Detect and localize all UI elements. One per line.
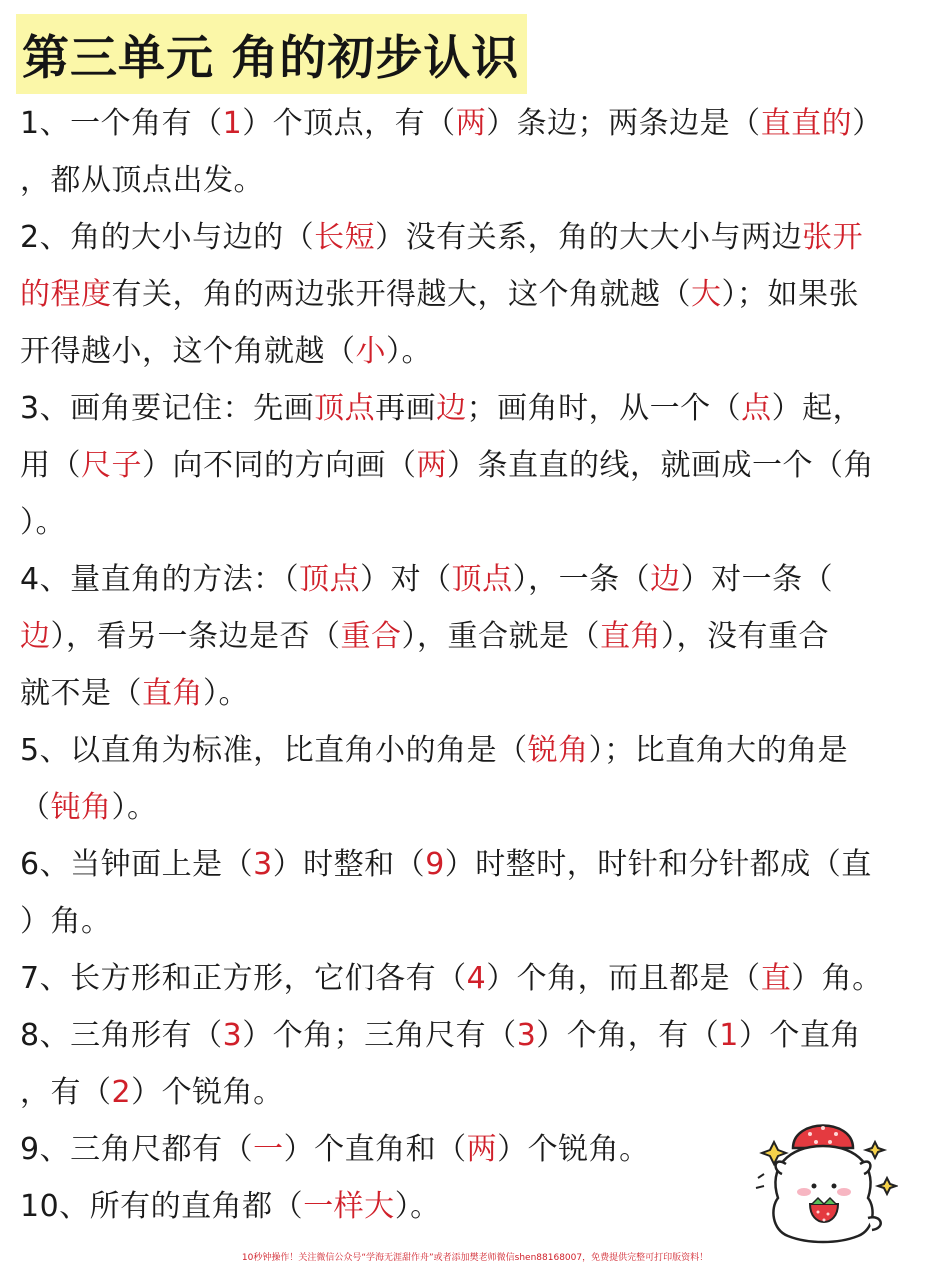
worksheet-line: [20, 665, 920, 722]
answer-text: 锐角: [527, 733, 589, 768]
question-text: 有关，角的两边张开得越大，这个角就越（: [111, 277, 691, 312]
answer-text: 尺子: [81, 448, 142, 483]
question-text: 再画: [375, 391, 437, 426]
worksheet-line: [20, 950, 920, 1007]
question-text: ）时整时，时针和分针都成（直: [444, 847, 872, 882]
question-text: ）条直直的线，就画成一个（角: [447, 448, 874, 483]
question-text: ）个直角和（: [283, 1132, 467, 1167]
question-text: ）角。: [20, 904, 112, 939]
question-text: ）向不同的方向画（: [142, 448, 417, 483]
question-text: ）个角；三角尺有（: [242, 1018, 517, 1053]
answer-text: 张开: [802, 220, 864, 255]
answer-text: 3: [222, 1018, 243, 1053]
worksheet-line: [20, 836, 920, 893]
question-text: 8、三角形有（: [20, 1018, 223, 1053]
footer-notice: 10秒钟操作！关注微信公众号“学海无涯甜作舟”或者添加樊老师微信shen88168007，免费提供完整可打印版资料！: [241, 1253, 709, 1263]
worksheet-line: [20, 95, 920, 152]
question-text: 1、一个角有（: [20, 106, 223, 141]
question-text: ）。: [203, 676, 249, 711]
answer-text: 3: [253, 847, 273, 882]
question-text: 9、三角尺都有（: [20, 1132, 254, 1167]
question-text: ，都从顶点出发。: [20, 163, 264, 198]
question-text: ）对（: [360, 562, 452, 597]
answer-text: 直直的: [760, 106, 853, 141]
question-text: ，有（: [20, 1075, 112, 1110]
answer-text: 1: [222, 106, 243, 141]
question-text: ）: [852, 106, 883, 141]
answer-text: 边: [650, 562, 681, 597]
question-text: ）个锐角。: [497, 1132, 650, 1167]
question-text: ）。: [386, 334, 432, 369]
answer-text: 一样大: [303, 1189, 395, 1224]
worksheet-line: [20, 551, 920, 608]
strawberry-bunny-icon: [748, 1108, 898, 1248]
question-text: 用（: [20, 448, 81, 483]
question-text: 开得越小，这个角就越（: [20, 334, 356, 369]
answer-text: 边: [436, 391, 467, 426]
question-text: ）。: [394, 1189, 441, 1224]
question-text: ）；比直角大的角是: [588, 733, 849, 768]
answer-text: 钝角: [50, 790, 112, 825]
answer-text: 两: [416, 448, 447, 483]
answer-text: 2: [111, 1075, 132, 1110]
worksheet-line: [20, 779, 920, 836]
answer-text: 点: [741, 391, 772, 426]
answer-text: 小: [355, 334, 386, 369]
question-text: ）。: [20, 505, 66, 540]
question-text: ），重合就是（: [401, 619, 600, 654]
worksheet-body: [20, 95, 920, 1235]
worksheet-line: [20, 722, 920, 779]
question-text: （: [20, 790, 51, 825]
worksheet-line: [20, 608, 920, 665]
question-text: 就不是（: [20, 676, 142, 711]
answer-text: 顶点: [314, 391, 376, 426]
question-text: ）。: [111, 790, 158, 825]
answer-text: 1: [719, 1018, 739, 1053]
worksheet-line: [20, 380, 920, 437]
question-text: ）对一条（: [680, 562, 834, 597]
answer-text: 一: [253, 1132, 284, 1167]
worksheet-line: [20, 209, 920, 266]
question-text: ），看另一条边是否（: [50, 619, 341, 654]
answer-text: 两: [455, 106, 487, 141]
worksheet-line: [20, 323, 920, 380]
question-text: 5、以直角为标准，比直角小的角是（: [20, 733, 528, 768]
question-text: ），没有重合: [661, 619, 829, 654]
question-text: 2、角的大小与边的（: [20, 220, 315, 255]
question-text: ）个直角: [738, 1018, 861, 1053]
answer-text: 直角: [600, 619, 661, 654]
question-text: ）个角，而且都是（: [486, 961, 761, 996]
question-text: 6、当钟面上是（: [20, 847, 254, 882]
question-text: 7、长方形和正方形，它们各有（: [20, 961, 467, 996]
question-text: ）角。: [791, 961, 883, 996]
answer-text: 3: [516, 1018, 537, 1053]
answer-text: 的程度: [20, 277, 112, 312]
worksheet-line: [20, 1007, 920, 1064]
question-text: ），一条（: [512, 562, 651, 597]
question-text: 4、量直角的方法：（: [20, 562, 300, 597]
answer-text: 直: [760, 961, 792, 996]
answer-text: 顶点: [451, 562, 513, 597]
question-text: ）时整和（: [272, 847, 426, 882]
worksheet-line: [20, 893, 920, 950]
question-text: ）条边；两条边是（: [486, 106, 761, 141]
title-highlight: [16, 14, 527, 94]
question-text: ）；如果张: [721, 277, 859, 312]
answer-text: 两: [466, 1132, 498, 1167]
answer-text: 长短: [314, 220, 376, 255]
worksheet-line: [20, 152, 920, 209]
question-text: ）起，: [771, 391, 864, 426]
answer-text: 4: [466, 961, 487, 996]
question-text: ）没有关系，角的大大小与两边: [375, 220, 803, 255]
worksheet-line: [20, 266, 920, 323]
answer-text: 重合: [340, 619, 402, 654]
answer-text: 顶点: [299, 562, 361, 597]
question-text: 10、所有的直角都（: [20, 1189, 304, 1224]
worksheet-line: [20, 437, 920, 494]
answer-text: 边: [20, 619, 51, 654]
answer-text: 大: [691, 277, 722, 312]
question-text: 3、画角要记住：先画: [20, 391, 315, 426]
page-title: 第三单元 角的初步认识: [22, 30, 520, 86]
worksheet-line: [20, 494, 920, 551]
answer-text: 直角: [142, 676, 203, 711]
question-text: ）个角，有（: [536, 1018, 720, 1053]
question-text: ）个顶点，有（: [242, 106, 456, 141]
answer-text: 9: [425, 847, 445, 882]
question-text: ；画角时，从一个（: [466, 391, 742, 426]
question-text: ）个锐角。: [131, 1075, 284, 1110]
